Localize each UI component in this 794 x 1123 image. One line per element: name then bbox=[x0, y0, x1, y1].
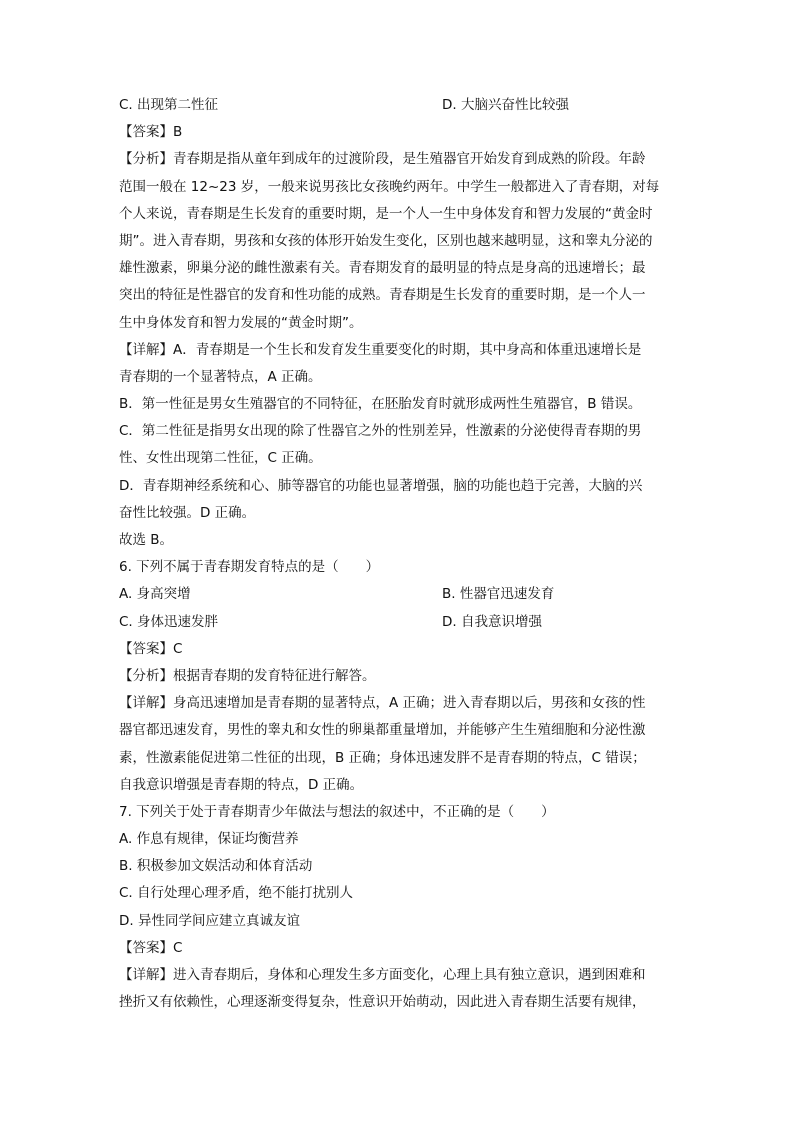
document-body bbox=[119, 92, 679, 1016]
detail-line: 【详解】身高迅速增加是青春期的显著特点，A 正确；进入青春期以后，男孩和女孩的性 bbox=[119, 695, 646, 712]
option-b: B. 性器官迅速发育 bbox=[442, 586, 555, 603]
answer-line: 【答案】C bbox=[119, 640, 183, 657]
detail-line: C．第二性征是指男女出现的除了性器官之外的性别差异，性激素的分泌使得青春期的男 bbox=[119, 423, 642, 440]
analysis-line: 突出的特征是性器官的发育和性功能的成熟。青春期是生长发育的重要时期，是一个人一 bbox=[119, 287, 646, 304]
detail-line: 挫折又有依赖性，心理逐渐变得复杂，性意识开始萌动，因此进入青春期生活要有规律， bbox=[119, 994, 646, 1011]
analysis-line: 范围一般在 12~23 岁，一般来说男孩比女孩晚约两年。中学生一般都进入了青春期，对每 bbox=[119, 178, 660, 195]
detail-line: D．青春期神经系统和心、肺等器官的功能也显著增强，脑的功能也趋于完善，大脑的兴 bbox=[119, 477, 643, 494]
conclusion-line: 故选 B。 bbox=[119, 532, 174, 548]
analysis-line: 期”。进入青春期，男孩和女孩的体形开始发生变化，区别也越来越明显，这和睾丸分泌的 bbox=[119, 232, 653, 249]
analysis-line: 个人来说，青春期是生长发育的重要时期，是一个人一生中身体发育和智力发展的“黄金时 bbox=[119, 205, 653, 222]
option-a: A. 身高突增 bbox=[119, 586, 191, 603]
option-d: D. 自我意识增强 bbox=[442, 613, 542, 630]
answer-line: 【答案】B bbox=[119, 124, 183, 141]
answer-line: 【答案】C bbox=[119, 939, 183, 956]
option-c: C. 身体迅速发胖 bbox=[119, 613, 219, 630]
option-row bbox=[119, 581, 679, 608]
analysis-line: 生中身体发育和智力发展的“黄金时期”。 bbox=[119, 314, 363, 331]
detail-line: 器官都迅速发育，男性的睾丸和女性的卵巢都重量增加，并能够产生生殖细胞和分泌性激 bbox=[119, 722, 646, 739]
question-6-stem: 6. 下列不属于青春期发育特点的是（ ） bbox=[119, 559, 380, 576]
detail-line: 素，性激素能促进第二性征的出现，B 正确；身体迅速发胖不是青春期的特点，C 错误； bbox=[119, 749, 646, 766]
option-row bbox=[119, 92, 679, 119]
detail-line: 奋性比较强。D 正确。 bbox=[119, 504, 256, 521]
detail-line: 【详解】进入青春期后，身体和心理发生多方面变化，心理上具有独立意识，遇到困难和 bbox=[119, 967, 646, 983]
option-a: A. 作息有规律，保证均衡营养 bbox=[119, 831, 299, 848]
detail-line: B．第一性征是男女生殖器官的不同特征，在胚胎发育时就形成两性生殖器官，B 错误。 bbox=[119, 396, 642, 413]
option-row bbox=[119, 609, 679, 636]
analysis-line: 雄性激素，卵巢分泌的雌性激素有关。青春期发育的最明显的特点是身高的迅速增长；最 bbox=[119, 260, 646, 277]
option-b: B. 积极参加文娱活动和体育活动 bbox=[119, 858, 313, 875]
option-d: D. 异性同学间应建立真诚友谊 bbox=[119, 912, 300, 929]
option-d: D. 大脑兴奋性比较强 bbox=[442, 97, 569, 113]
analysis-line: 【分析】根据青春期的发育特征进行解答。 bbox=[119, 667, 376, 684]
detail-line: 【详解】A．青春期是一个生长和发育发生重要变化的时期，其中身高和体重迅速增长是 bbox=[119, 341, 642, 358]
analysis-line: 【分析】青春期是指从童年到成年的过渡阶段，是生殖器官开始发育到成熟的阶段。年龄 bbox=[119, 151, 646, 168]
detail-line: 性、女性出现第二性征，C 正确。 bbox=[119, 450, 322, 467]
detail-line: 青春期的一个显著特点，A 正确。 bbox=[119, 368, 322, 385]
option-c: C. 自行处理心理矛盾，绝不能打扰别人 bbox=[119, 885, 354, 902]
option-c: C. 出现第二性征 bbox=[119, 97, 219, 113]
question-7-stem: 7. 下列关于处于青春期青少年做法与想法的叙述中，不正确的是（ ） bbox=[119, 803, 555, 820]
detail-line: 自我意识增强是青春期的特点，D 正确。 bbox=[119, 776, 364, 793]
